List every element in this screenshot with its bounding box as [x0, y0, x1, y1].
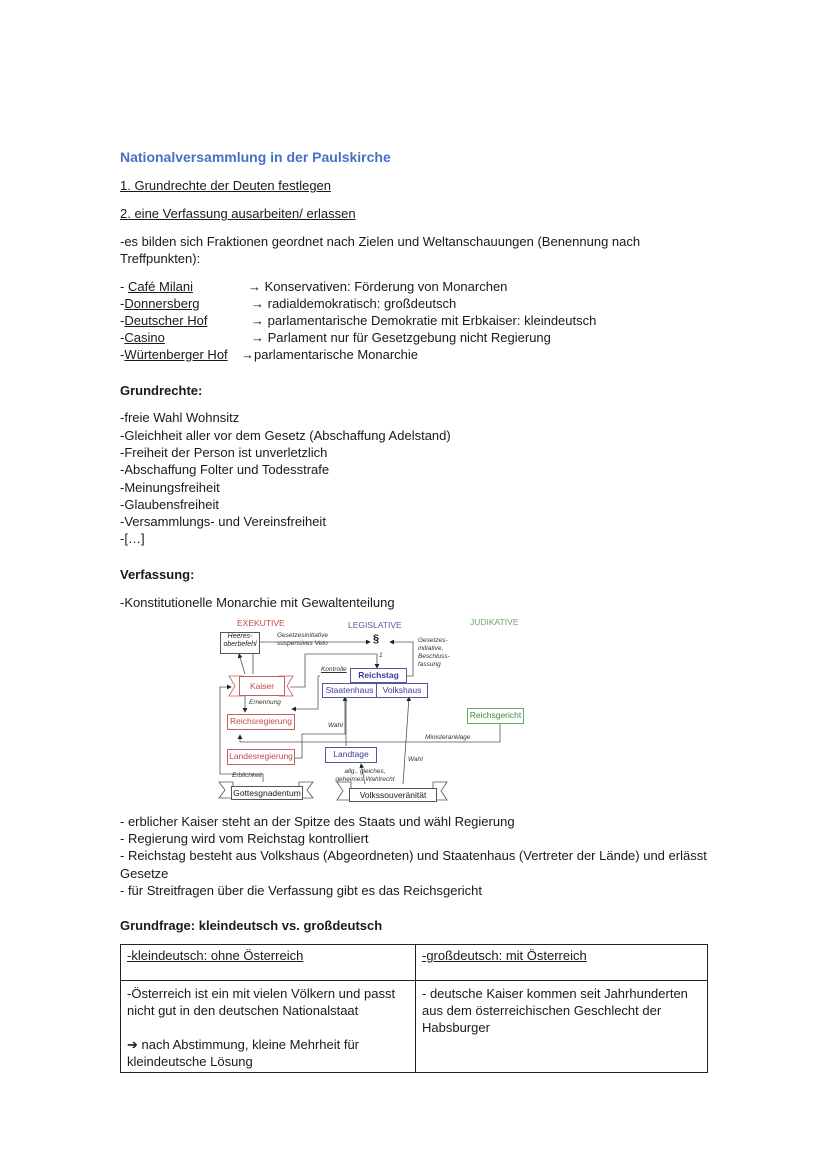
list-item: -Meinungsfreiheit	[120, 480, 220, 495]
table-row	[121, 981, 708, 1073]
cell-text	[127, 1036, 409, 1053]
table-header-cell	[121, 945, 416, 981]
exekutive-label: EXEKUTIVE	[237, 618, 285, 628]
faction-item	[120, 330, 165, 345]
volkshaus-box: Volkshaus	[376, 683, 428, 698]
gesetzesinitiative-right-4: fassung	[418, 661, 441, 668]
faction-prefix: -	[120, 313, 125, 328]
kleindeutsch-header: -kleindeutsch: ohne Österreich	[127, 948, 304, 963]
faction-desc-text: parlamentarische Monarchie	[254, 347, 419, 362]
constitution-diagram	[215, 612, 535, 807]
table-cell-kleindeutsch	[121, 981, 416, 1073]
faction-desc-text: Konservativen: Förderung von Monarchen	[261, 279, 508, 294]
gesetzesinitiative-right-3: Beschluss-	[418, 653, 450, 660]
wahl-label-2: Wahl	[408, 756, 423, 763]
grossdeutsch-header: -großdeutsch: mit Österreich	[422, 948, 587, 963]
verfassung-intro: -Konstitutionelle Monarchie mit Gewaltenteilung	[120, 595, 395, 610]
paragraph-icon: §	[373, 633, 380, 645]
cell-text-part: nach Abstimmung, kleine Mehrheit für	[137, 1037, 360, 1052]
list-item: -Glaubensfreiheit	[120, 497, 219, 512]
gesetzesinitiative-right-1: Gesetzes-	[418, 637, 448, 644]
faction-item	[120, 347, 228, 362]
list-item: -Abschaffung Folter und Todesstrafe	[120, 462, 330, 477]
faction-desc	[251, 296, 456, 311]
reichsgericht-box: Reichsgericht	[467, 708, 524, 724]
arrow-right-icon: →	[241, 347, 254, 362]
number-one-label: 1	[379, 652, 383, 659]
cell-text: Habsburger	[422, 1020, 490, 1035]
factions-intro-line2: Treffpunkten):	[120, 251, 201, 266]
list-item: -freie Wahl Wohnsitz	[120, 410, 240, 425]
verfassung-heading: Verfassung:	[120, 567, 195, 582]
faction-name: Casino	[124, 330, 165, 345]
faction-desc-text: radialdemokratisch: großdeutsch	[264, 296, 457, 311]
reichsregierung-box: Reichsregierung	[227, 714, 295, 730]
list-item: -Freiheit der Person ist unverletzlich	[120, 445, 328, 460]
reichstag-box: Reichstag	[350, 668, 407, 683]
cell-text: aus dem österreichischen Geschlecht der	[422, 1003, 662, 1018]
list-item: - Reichstag besteht aus Volkshaus (Abgeordneten) und Staatenhaus (Vertreter der Lände) und erlässt	[120, 848, 707, 863]
wahl-label-1: Wahl	[328, 722, 343, 729]
factions-intro-line1: -es bilden sich Fraktionen geordnet nach Zielen und Weltanschauungen (Benennung nach	[120, 234, 641, 249]
arrow-right-icon: →	[251, 296, 264, 311]
faction-item	[120, 313, 207, 328]
faction-name: Donnersberg	[124, 296, 200, 311]
cell-text: kleindeutsche Lösung	[127, 1054, 253, 1069]
ernennung-label: Ernennung	[249, 699, 281, 706]
faction-desc	[251, 313, 596, 328]
faction-item	[120, 296, 200, 311]
gesetzesinitiative-label: Gesetzesinitiative	[277, 632, 328, 639]
arrow-right-icon: →	[251, 313, 264, 328]
grundfrage-heading: Grundfrage: kleindeutsch vs. großdeutsch	[120, 918, 383, 933]
wahlrecht-label-1: allg., gleiches,	[344, 768, 386, 775]
faction-prefix: -	[120, 296, 125, 311]
list-item: - für Streitfragen über die Verfassung gibt es das Reichsgericht	[120, 883, 483, 898]
grundrechte-heading: Grundrechte:	[120, 383, 203, 398]
list-item: - Regierung wird vom Reichstag kontrolliert	[120, 831, 369, 846]
faction-desc-text: parlamentarische Demokratie mit Erbkaiser: kleindeutsch	[264, 313, 597, 328]
landtage-box: Landtage	[325, 747, 377, 763]
ministeranklage-label: Ministeranklage	[425, 734, 471, 741]
landesregierung-box: Landesregierung	[227, 749, 295, 765]
faction-prefix: -	[120, 279, 128, 294]
faction-name: Würtenberger Hof	[124, 347, 228, 362]
cell-text: -Österreich ist ein mit vielen Völkern und passt	[127, 986, 396, 1001]
list-item: -[…]	[120, 531, 145, 546]
heeresoberbefehl-box	[220, 632, 260, 654]
faction-desc-text: Parlament nur für Gesetzgebung nicht Regierung	[264, 330, 551, 345]
suspensives-veto-label: suspensives Veto	[277, 640, 328, 647]
volkssouveraenitaet-box: Volkssouveränität	[349, 788, 437, 802]
kaiser-box: Kaiser	[239, 676, 285, 696]
comparison-table	[120, 944, 708, 1073]
arrow-right-icon: →	[248, 279, 261, 294]
cell-text: - deutsche Kaiser kommen seit Jahrhunderten	[422, 986, 688, 1001]
list-item: -Versammlungs- und Vereinsfreiheit	[120, 514, 326, 529]
faction-prefix: -	[120, 347, 125, 362]
erblichkeit-label: Erblichkeit	[232, 772, 262, 779]
arrow-right-icon: →	[251, 330, 264, 345]
heeresoberbefehl-line2: oberbefehl	[223, 641, 257, 648]
gottesgnadentum-box: Gottesgnadentum	[231, 786, 303, 800]
legislative-label: LEGISLATIVE	[348, 620, 402, 630]
list-item: Gesetze	[120, 866, 169, 881]
goal-1: 1. Grundrechte der Deuten festlegen	[120, 178, 332, 193]
heeresoberbefehl-line1: Heeres-	[227, 633, 253, 640]
table-header-row	[121, 945, 708, 981]
wahlrecht-label-2: geheimes Wahlrecht	[335, 776, 395, 783]
table-header-cell	[416, 945, 708, 981]
judikative-label: JUDIKATIVE	[470, 617, 519, 627]
faction-name: Deutscher Hof	[124, 313, 208, 328]
goal-2: 2. eine Verfassung ausarbeiten/ erlassen	[120, 206, 356, 221]
faction-desc	[251, 330, 551, 345]
list-item: -Gleichheit aller vor dem Gesetz (Abschaffung Adelstand)	[120, 428, 451, 443]
faction-name: Café Milani	[127, 279, 193, 294]
faction-prefix: -	[120, 330, 125, 345]
staatenhaus-box: Staatenhaus	[322, 683, 377, 698]
page-title: Nationalversammlung in der Paulskirche	[120, 149, 391, 165]
faction-item	[120, 279, 193, 294]
list-item: - erblicher Kaiser steht an der Spitze des Staats und wähl Regierung	[120, 814, 515, 829]
table-cell-grossdeutsch	[416, 981, 708, 1073]
cell-text: nicht gut in den deutschen Nationalstaat	[127, 1003, 359, 1018]
gesetzesinitiative-right-2: initiative,	[418, 645, 444, 652]
arrow-right-icon: ➔	[127, 1037, 138, 1052]
faction-desc	[248, 279, 507, 294]
faction-desc	[241, 347, 418, 362]
kontrolle-label: Kontrolle	[321, 666, 347, 673]
